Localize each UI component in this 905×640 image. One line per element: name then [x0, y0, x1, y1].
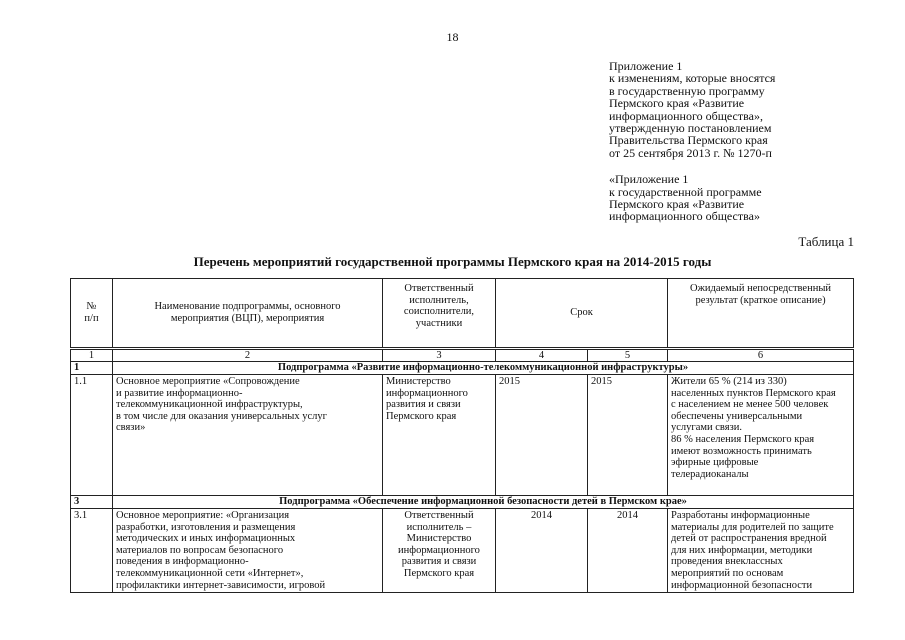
- row-executor: [383, 509, 496, 593]
- cell-text: информационного: [398, 544, 480, 556]
- table-row: [71, 509, 854, 593]
- annex-line: к государственной программе: [609, 184, 762, 199]
- annex-line: от 25 сентября 2013 г. № 1270-п: [609, 145, 772, 160]
- cell-text: разработки, изготовления и размещения: [116, 521, 296, 533]
- cell-text: Министерство: [386, 376, 451, 387]
- cell-text: информационного: [386, 387, 468, 399]
- cell-text: телерадиоканалы: [671, 468, 749, 480]
- row-name: [113, 509, 383, 593]
- cell-text: мероприятий по основам: [671, 567, 784, 579]
- header-executor: [383, 279, 496, 349]
- header-text: №: [86, 301, 97, 313]
- header-text: п/п: [84, 313, 99, 324]
- row-name: [113, 375, 383, 496]
- cell-text: поведения в информационно-: [116, 556, 249, 568]
- header-text: Наименование подпрограммы, основного: [154, 301, 341, 313]
- cell-text: эфирные цифровые: [671, 457, 759, 469]
- cell-text: 86 % населения Пермского края: [671, 433, 815, 445]
- row-end: 2015: [588, 375, 668, 496]
- header-text: Ответственный: [404, 283, 474, 294]
- cell-text: связи»: [116, 422, 146, 434]
- header-text: Ожидаемый непосредственный: [690, 283, 831, 294]
- annex-line: утвержденную постановлением: [609, 121, 772, 136]
- row-executor: [383, 375, 496, 496]
- cell-text: населенных пунктов Пермского края: [671, 387, 836, 399]
- cell-text: Основное мероприятие «Сопровождение: [116, 376, 300, 387]
- annex-line: информационного общества»,: [609, 108, 763, 123]
- header-text: участники: [415, 317, 463, 329]
- cell-text: для них информации, методики: [671, 544, 813, 556]
- cell-text: материалов по вопросам безопасного: [116, 544, 284, 556]
- subprogram-row: [71, 362, 854, 375]
- cell-text: информационной безопасности: [671, 579, 813, 591]
- cell-text: материалы для родителей по защите: [671, 521, 834, 533]
- column-number: 1: [71, 349, 113, 362]
- header-text: исполнитель,: [409, 294, 469, 306]
- cell-text: в том числе для оказания универсальных услуг: [116, 410, 327, 422]
- activities-table: [70, 278, 854, 593]
- header-result: [668, 279, 854, 349]
- cell-text: телекоммуникационной сети «Интернет»,: [116, 567, 304, 579]
- annex-gap: [609, 159, 775, 173]
- cell-text: Разработаны информационные: [671, 510, 810, 521]
- document-title: Перечень мероприятий государственной программы Пермского края на 2014-2015 годы: [193, 254, 712, 269]
- header-text: мероприятия (ВЦП), мероприятия: [170, 313, 325, 324]
- annex-line: в государственную программу: [609, 83, 765, 98]
- cell-text: исполнитель –: [406, 521, 472, 533]
- annex-line: к изменениям, которые вносятся: [609, 71, 776, 86]
- annex-line: Пермского края «Развитие: [609, 197, 745, 212]
- cell-text: методических и иных информационных: [116, 533, 296, 545]
- cell-text: услугами связи.: [671, 422, 742, 434]
- column-number: 2: [113, 349, 383, 362]
- cell-text: детей от распространения вредной: [671, 533, 827, 545]
- header-term: [496, 279, 668, 349]
- cell-text: профилактики интернет-зависимости, игровой: [116, 579, 326, 591]
- row-start: 2014: [496, 509, 588, 593]
- column-numbering-row: [71, 349, 854, 362]
- table-header-row: [71, 279, 854, 349]
- annex-line: Пермского края «Развитие: [609, 96, 745, 111]
- cell-text: проведения внеклассных: [671, 556, 783, 568]
- row-num: 3.1: [71, 509, 113, 593]
- subprogram-title: Подпрограмма «Развитие информационно-телекоммуникационной инфраструктуры»: [113, 362, 854, 375]
- header-text: соисполнители,: [403, 306, 475, 318]
- cell-text: Пермского края: [386, 410, 457, 422]
- column-number: 6: [668, 349, 854, 362]
- subprogram-title: Подпрограмма «Обеспечение информационной безопасности детей в Пермском крае»: [113, 496, 854, 509]
- row-end: 2014: [588, 509, 668, 593]
- cell-text: с населением не менее 500 человек: [671, 399, 829, 411]
- cell-text: Ответственный: [404, 510, 474, 521]
- row-start: 2015: [496, 375, 588, 496]
- annex-block: [609, 60, 775, 223]
- annex-line: Правительства Пермского края: [609, 133, 768, 148]
- header-text: результат (краткое описание): [695, 294, 826, 306]
- cell-text: имеют возможность принимать: [671, 445, 812, 457]
- page-number: 18: [446, 30, 459, 44]
- annex-line: «Приложение 1: [609, 172, 689, 187]
- cell-text: Основное мероприятие: «Организация: [116, 510, 290, 521]
- table-label: Таблица 1: [798, 234, 854, 249]
- column-number: 4: [496, 349, 588, 362]
- row-result: [668, 509, 854, 593]
- cell-text: развития и связи: [401, 556, 477, 568]
- column-number: 5: [588, 349, 668, 362]
- row-result: [668, 375, 854, 496]
- column-number: 3: [383, 349, 496, 362]
- row-num: 1.1: [71, 375, 113, 496]
- cell-text: развития и связи: [386, 399, 461, 411]
- cell-text: телекоммуникационной инфраструктуры,: [116, 399, 303, 411]
- cell-text: Пермского края: [403, 567, 475, 579]
- header-num: [71, 279, 113, 349]
- cell-text: обеспечены универсальными: [671, 410, 803, 422]
- annex-line: информационного общества»: [609, 209, 760, 224]
- subprogram-num: 3: [71, 496, 113, 509]
- annex-line: Приложение 1: [609, 59, 683, 73]
- header-name: [113, 279, 383, 349]
- table-row: [71, 375, 854, 496]
- cell-text: Министерство: [406, 533, 472, 545]
- cell-text: Жители 65 % (214 из 330): [671, 376, 787, 387]
- cell-text: и развитие информационно-: [116, 387, 243, 399]
- subprogram-row: [71, 496, 854, 509]
- subprogram-num: 1: [71, 362, 113, 375]
- header-text: Срок: [570, 307, 593, 319]
